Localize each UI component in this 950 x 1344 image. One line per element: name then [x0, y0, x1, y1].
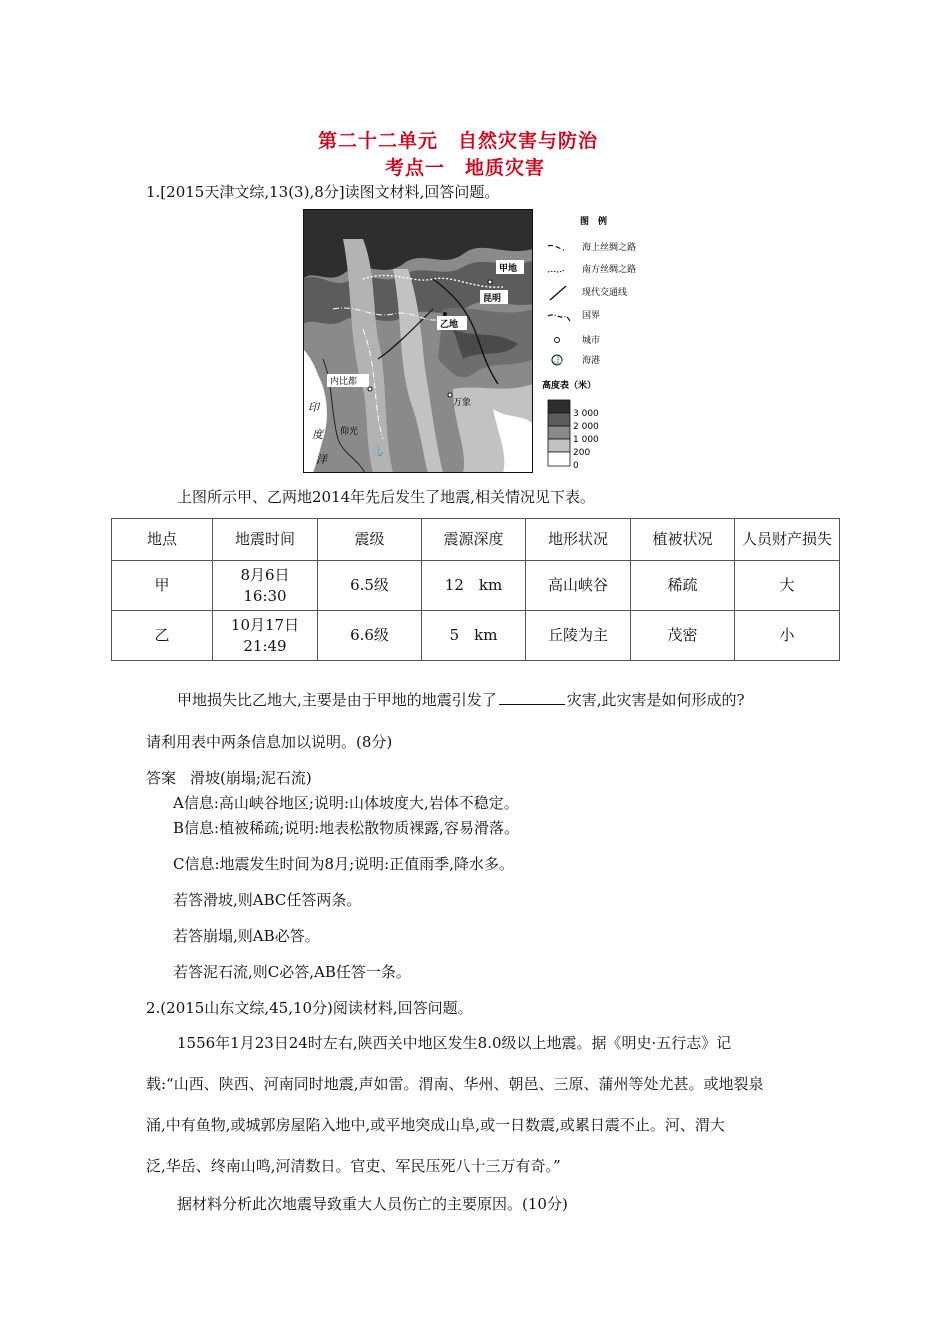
table-cell: [213, 611, 318, 661]
map-label-yi: 乙地: [440, 320, 459, 330]
time-clock: 21:49: [243, 636, 287, 655]
map-label-ocean-1: 印: [308, 401, 319, 414]
map-label-ocean-3: 洋: [316, 453, 327, 466]
answer-item: B信息:植被稀疏;说明:地表松散物质裸露,容易滑落。: [173, 819, 519, 837]
svg-text:⚓: ⚓: [553, 356, 563, 365]
time-clock: 16:30: [243, 586, 287, 605]
table-cell: 6.5级: [318, 561, 422, 611]
page-title: 第二十二单元 自然灾害与防治: [318, 130, 599, 152]
time-date: 10月17日: [230, 615, 300, 634]
elevation-band: [548, 413, 570, 426]
modern-transport-icon: [550, 286, 566, 300]
seaport-marker-icon: ⚓: [372, 446, 385, 457]
legend-item-southern-silk-road: 南方丝绸之路: [582, 265, 637, 275]
legend-item-modern-transport: 现代交通线: [582, 288, 628, 298]
southern-silk-road-icon: [548, 270, 564, 272]
map-figure: [303, 209, 533, 473]
legend-item-maritime-silk-road: 海上丝绸之路: [582, 243, 637, 253]
elevation-title: 高度表（米）: [542, 381, 597, 391]
q2-question: 据材料分析此次地震导致重大人员伤亡的主要原因。(10分): [177, 1195, 568, 1213]
city-icon: [555, 338, 560, 343]
map-label-kunming: 昆明: [483, 294, 502, 304]
table-row: [112, 611, 840, 661]
table-cell: [213, 561, 318, 611]
elevation-band: [548, 452, 570, 466]
answer-label: 答案: [146, 769, 177, 787]
table-header-cell: 震级: [318, 519, 422, 561]
answer-line: [146, 767, 312, 788]
q2-header: 2.(2015山东文综,45,10分)阅读材料,回答问题。: [146, 999, 473, 1017]
legend-item-border: 国界: [582, 311, 601, 321]
legend-item-city: 城市: [582, 336, 601, 346]
table-header-cell: 地震时间: [213, 519, 318, 561]
q1-question-part-1: 甲地损失比乙地大,主要是由于甲地的地震引发了: [177, 691, 497, 709]
table-header-row: [112, 519, 840, 561]
q1-intro: 上图所示甲、乙两地2014年先后发生了地震,相关情况见下表。: [177, 488, 595, 506]
table-cell: 5 km: [422, 611, 526, 661]
answer-item: C信息:地震发生时间为8月;说明:正值雨季,降水多。: [173, 855, 514, 873]
elevation-tick-label: 0: [573, 461, 579, 471]
q1-header: 1.[2015天津文综,13(3),8分]读图文材料,回答问题。: [146, 183, 500, 201]
map-legend: [540, 212, 660, 474]
q2-line: 载:“山西、陕西、河南同时地震,声如雷。渭南、华州、朝邑、三原、蒲州等处尤甚。或地裂泉: [146, 1075, 764, 1093]
maritime-silk-road-icon: [548, 245, 564, 250]
table-cell: 大: [735, 561, 840, 611]
table-header-cell: 震源深度: [422, 519, 526, 561]
answer-item: 若答崩塌,则AB必答。: [173, 927, 320, 945]
map-label-ocean-2: 度: [312, 428, 323, 441]
table-header-cell: 地点: [112, 519, 213, 561]
answer-blank: [499, 690, 565, 705]
table-cell: 乙: [112, 611, 213, 661]
elevation-band: [548, 400, 570, 413]
elevation-tick-label: 1 000: [573, 435, 599, 445]
legend-item-seaport: 海港: [582, 356, 601, 366]
table-cell: 高山峡谷: [526, 561, 631, 611]
answer-text: 滑坡(崩塌;泥石流): [190, 769, 312, 787]
answer-item: A信息:高山峡谷地区;说明:山体坡度大,岩体不稳定。: [173, 794, 519, 812]
elevation-tick-label: 2 000: [573, 422, 599, 432]
map-label-yangon: 仰光: [340, 427, 359, 437]
q1-question-part-2: 灾害,此灾害是如何形成的?: [566, 691, 745, 709]
q1-question: [177, 689, 745, 710]
q2-line: 涌,中有鱼物,或城郭房屋陷入地中,或平地突成山阜,或一日数震,或累日震不止。河、渭大: [146, 1116, 725, 1134]
time-date: 8月6日: [240, 565, 290, 584]
table-header-cell: 植被状况: [631, 519, 735, 561]
page-subtitle: 考点一 地质灾害: [385, 157, 546, 179]
elevation-scale: [548, 400, 599, 471]
q2-line: 泛,华岳、终南山鸣,河清数日。官吏、军民压死八十三万有奇。”: [146, 1157, 561, 1175]
elevation-tick-label: 3 000: [573, 409, 599, 419]
earthquake-table: [111, 518, 840, 661]
table-cell: 6.6级: [318, 611, 422, 661]
answer-item: 若答泥石流,则C必答,AB任答一条。: [173, 963, 411, 981]
table-row: [112, 561, 840, 611]
table-cell: 甲: [112, 561, 213, 611]
answer-item: 若答滑坡,则ABC任答两条。: [173, 891, 362, 909]
q1-question-line-2: 请利用表中两条信息加以说明。(8分): [146, 733, 393, 751]
map-label-vientiane: 万象: [453, 398, 472, 408]
table-cell: 12 km: [422, 561, 526, 611]
table-cell: 丘陵为主: [526, 611, 631, 661]
table-header-cell: 地形状况: [526, 519, 631, 561]
table-header-cell: 人员财产损失: [735, 519, 840, 561]
table-cell: 小: [735, 611, 840, 661]
q2-line: 1556年1月23日24时左右,陕西关中地区发生8.0级以上地震。据《明史·五行志》记: [177, 1034, 732, 1052]
border-icon: [548, 315, 570, 322]
table-cell: 茂密: [631, 611, 735, 661]
map-label-jia: 甲地: [499, 264, 518, 274]
elevation-band: [548, 439, 570, 452]
elevation-band: [548, 426, 570, 439]
elevation-tick-label: 200: [573, 448, 591, 458]
map-label-naypyidaw: 内比都: [330, 377, 358, 387]
legend-title: 图 例: [580, 217, 608, 227]
table-cell: 稀疏: [631, 561, 735, 611]
